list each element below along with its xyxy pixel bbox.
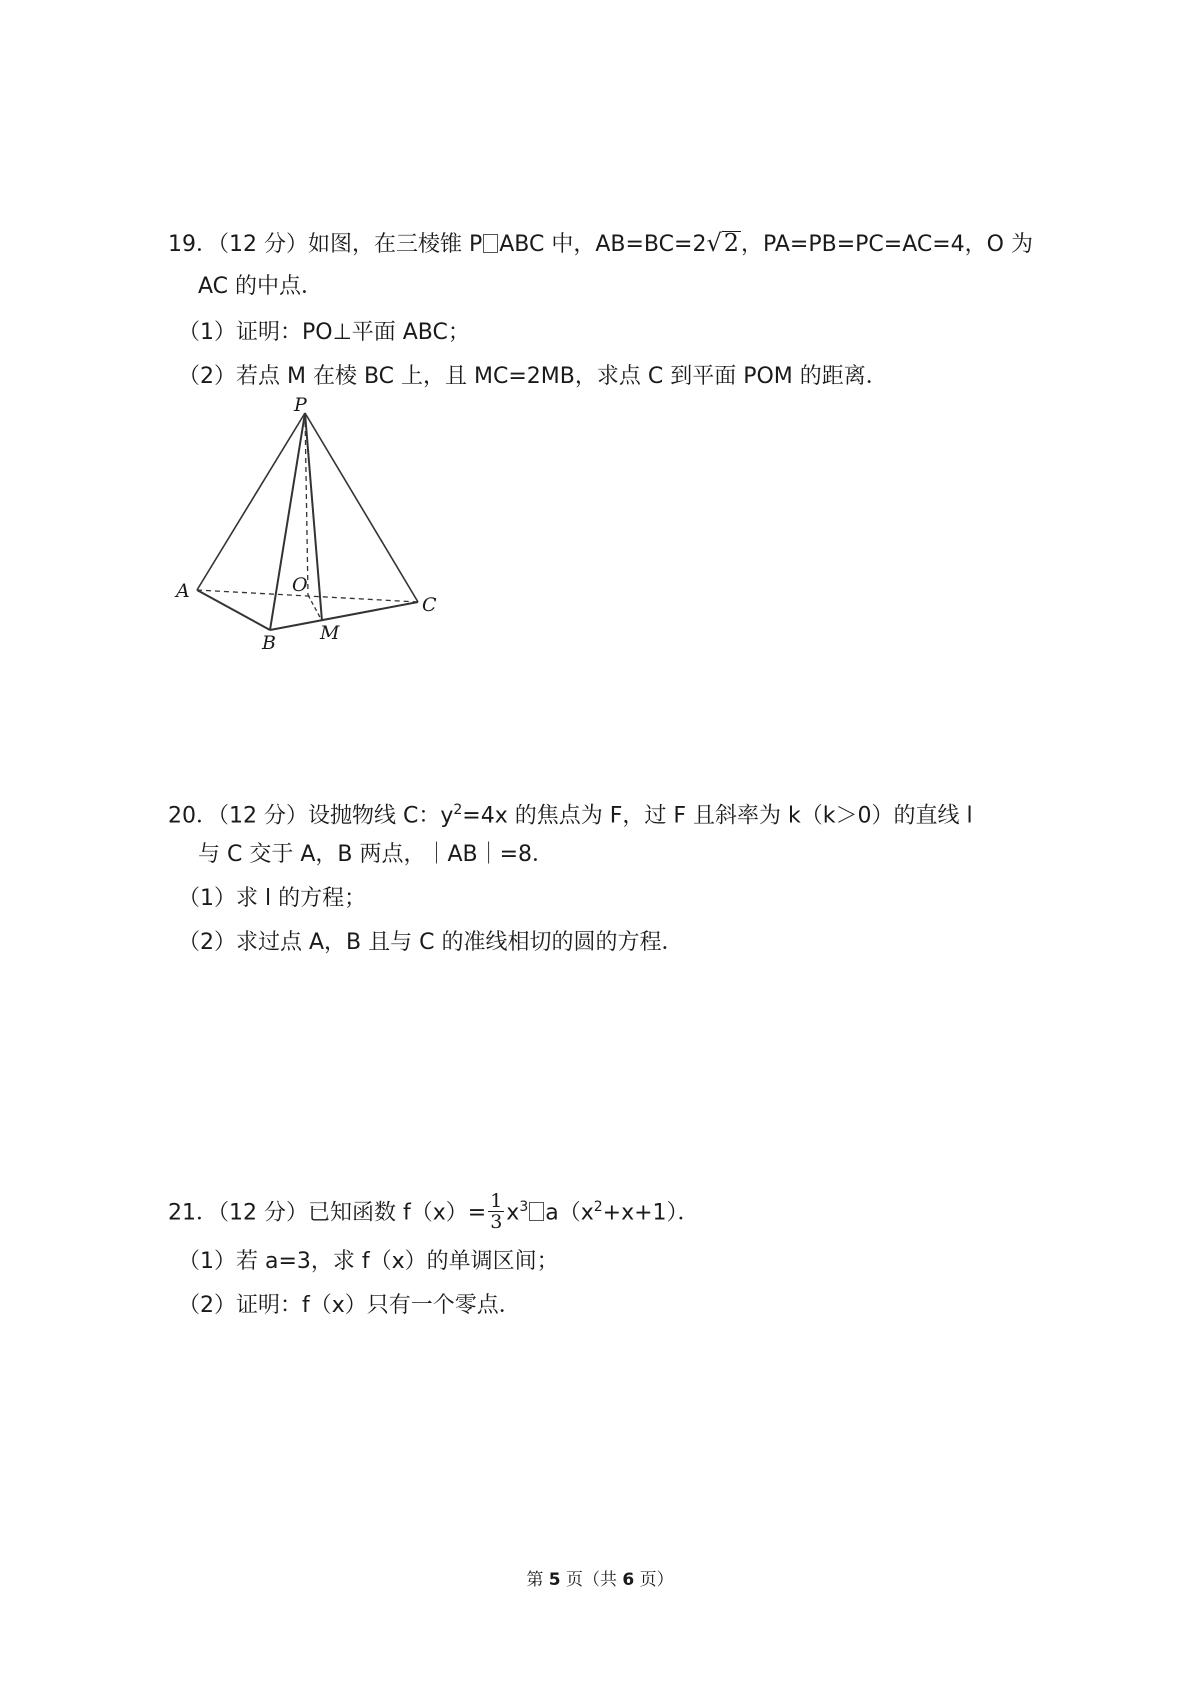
label-M: M (320, 622, 340, 644)
label-B: B (262, 632, 276, 654)
fraction-one-third: $\frac{1}{3}$ (490, 1189, 503, 1233)
q19-part2: （2）若点 M 在棱 BC 上，且 MC=2MB，求点 C 到平面 POM 的距离． (178, 364, 888, 389)
pyramid-figure (176, 394, 470, 665)
label-P: P (294, 394, 307, 416)
q20-part1: （1）求 l 的方程； (178, 886, 367, 911)
q20-number: 20． (168, 803, 218, 829)
missing-glyph-icon (529, 1202, 544, 1221)
edge-PB (270, 413, 305, 630)
q19-part1: （1）证明：PO⊥平面 ABC； (178, 320, 470, 345)
label-A: A (176, 580, 190, 602)
missing-glyph-icon (483, 234, 498, 253)
q21-number: 21． (168, 1200, 218, 1226)
page-number: 5 (548, 1570, 561, 1590)
q21-part1: （1）若 a=3，求 f（x）的单调区间； (178, 1249, 559, 1274)
q19-line2: AC 的中点． (198, 274, 324, 299)
page-total: 6 (622, 1570, 635, 1590)
q20-line1: 20．（12 分）设抛物线 C：$y^2=4x$ 的焦点为 F，过 F 且斜率为 k（k＞0）的直线 l (168, 802, 973, 829)
label-C: C (422, 594, 437, 616)
q21-line1: 21．（12 分）已知函数 f（x）= $\frac{1}{3}$ $x^3$ $a(x^2+x+1)$． (168, 1189, 700, 1233)
q21-part2: （2）证明：f（x）只有一个零点． (178, 1293, 521, 1318)
label-O: O (292, 574, 308, 596)
q19-line1: 19．（12 分）如图，在三棱锥 P ABC 中，AB=BC=2√2，PA=PB=PC=AC=4，O 为 (168, 229, 1033, 257)
page-footer: 第 5 页（共 6 页） (526, 1570, 674, 1590)
edge-PA (197, 413, 305, 590)
sqrt-2: √2 (706, 229, 740, 257)
q20-line2: 与 C 交于 A，B 两点，｜AB｜=8． (198, 842, 555, 867)
edge-BC (270, 602, 418, 630)
q19-number: 19． (168, 232, 218, 257)
edge-AB (197, 590, 270, 630)
q20-part2: （2）求过点 A，B 且与 C 的准线相切的圆的方程． (178, 930, 684, 955)
edge-PC (305, 413, 418, 602)
